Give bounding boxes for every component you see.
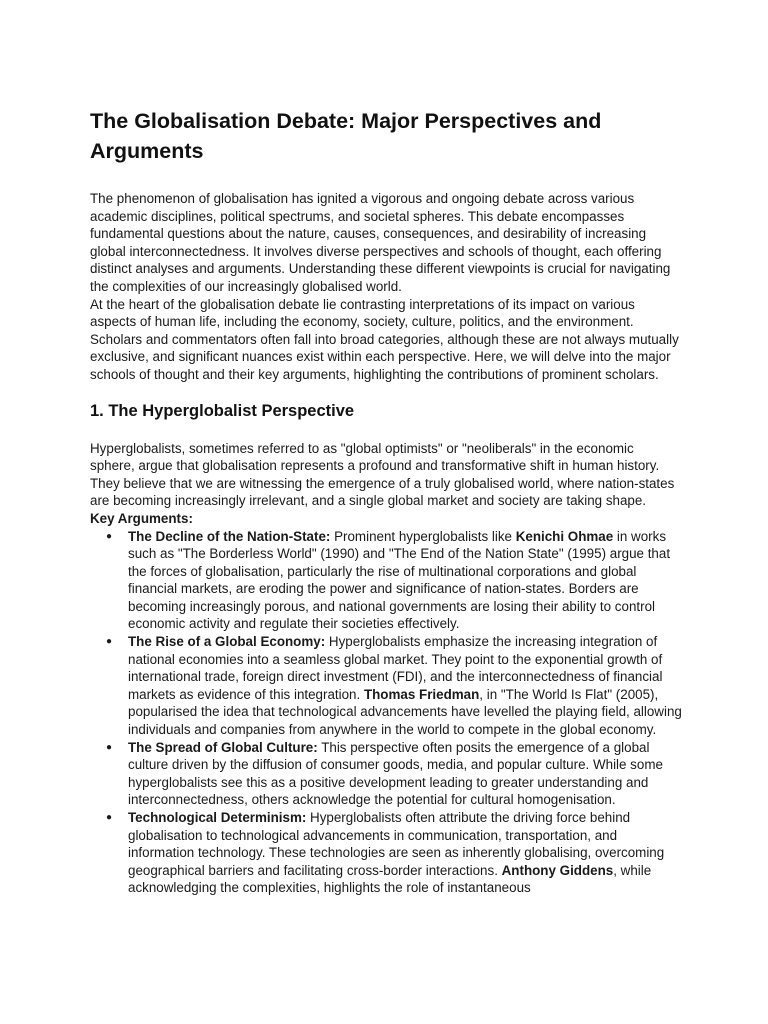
page-title: The Globalisation Debate: Major Perspectives and Arguments <box>90 109 602 163</box>
list-item <box>128 809 682 897</box>
bullet-text: , while acknowledging the complexities, highlights the role of instantaneous <box>128 862 652 896</box>
scholar-name: Thomas Friedman <box>363 686 480 702</box>
bullet-text: Hyperglobalists emphasize the increasing integration of national economies into a seamless global market. They point to the exponential growth of international trade, foreign direct investment (FDI), and the interconnectedness of financial markets as evidence of this integration. <box>128 634 663 702</box>
intro-paragraph-1: The phenomenon of globalisation has ignited a vigorous and ongoing debate across various academic disciplines, political spectrums, and societal spheres. This debate encompasses fundamental questions about the nature, causes, consequences, and desirability of increasing global interconnectedness. It involves diverse perspectives and schools of thought, each offering distinct analyses and arguments. Understanding these different viewpoints is crucial for navigating the complexities of our increasingly globalised world. <box>90 191 671 294</box>
bullet-text: in works such as "The Borderless World" (1990) and "The End of the Nation State" (1995) argue that the forces of globalisation, particularly the rise of multinational corporations and global financial markets, are eroding the power and significance of nation-states. Borders are becoming increasingly porous, and national governments are losing their ability to control economic activity and regulate their societies effectively. <box>128 528 671 632</box>
intro-paragraph-2: At the heart of the globalisation debate lie contrasting interpretations of its impact on various aspects of human life, including the economy, society, culture, politics, and the environment. Scholars and commentators often fall into broad categories, although these are not always mutually exclusive, and significant nuances exist within each perspective. Here, we will delve into the major schools of thought and their key arguments, highlighting the contributions of prominent scholars. <box>90 296 679 382</box>
list-item <box>128 633 682 739</box>
bullet-title: Technological Determinism: <box>128 810 307 825</box>
scholar-name: Anthony Giddens <box>501 862 614 878</box>
bullet-text: Hyperglobalists often attribute the driving force behind globalisation to technological advancements in communication, transportation, and information technology. These technologies are seen as inherently globalising, overcoming geographical barriers and facilitating cross-border interactions. <box>128 810 665 878</box>
bullet-title: The Spread of Global Culture: <box>128 739 318 755</box>
bullet-title: The Rise of a Global Economy: <box>128 634 326 650</box>
section-paragraph: Hyperglobalists, sometimes referred to as "global optimists" or "neoliberals" in the economic sphere, argue that globalisation represents a profound and transformative shift in human history. They believe that we are witnessing the emergence of a truly globalised world, where nation-states are becoming increasingly irrelevant, and a single global market and society are taking shape. <box>90 440 675 509</box>
section-heading-hyperglobalist: 1. The Hyperglobalist Perspective <box>90 401 355 420</box>
scholar-name: Kenichi Ohmae <box>515 528 614 544</box>
list-item <box>128 739 682 809</box>
key-arguments-label: Key Arguments: <box>90 510 193 526</box>
bullet-text: This perspective often posits the emergence of a global culture driven by the diffusion of consumer goods, media, and popular culture. While some hyperglobalists see this as a positive development leading to greater understanding and interconnectedness, others acknowledge the potential for cultural homogenisation. <box>128 739 663 808</box>
bullet-title: The Decline of the Nation-State: <box>128 528 331 544</box>
bullet-text: Prominent hyperglobalists like <box>330 528 516 544</box>
key-arguments-list <box>90 528 682 897</box>
bullet-text: , in "The World Is Flat" (2005), popularised the idea that technological advancements have levelled the playing field, allowing individuals and companies from anywhere in the world to compete in the global economy. <box>128 686 682 738</box>
list-item <box>128 528 682 634</box>
